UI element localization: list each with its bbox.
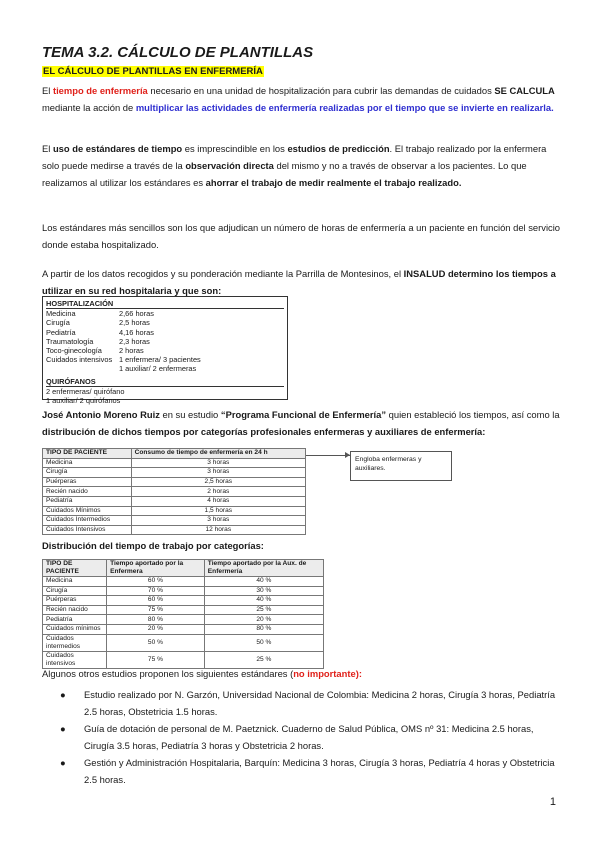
table1-row — [43, 496, 306, 506]
table1-cell: 12 horas — [131, 525, 305, 535]
p6-not-important: no importante — [293, 668, 356, 679]
distribution-title: Distribución del tiempo de trabajo por categorías: — [42, 540, 264, 551]
table2-cell: 75 % — [107, 605, 205, 615]
table2-cell: Recién nacido — [43, 605, 107, 615]
p1-text-a: El — [42, 85, 53, 96]
service-time: 2,66 horas — [119, 309, 154, 319]
p5-study-title: “Programa Funcional de Enfermería” — [220, 409, 387, 420]
table2-row — [43, 634, 324, 651]
hospitalizacion-row — [46, 318, 284, 327]
table1-row — [43, 458, 306, 468]
insalud-times-box — [42, 296, 288, 406]
service-time: 1 auxiliar/ 2 enfermeras — [119, 364, 197, 374]
p1-text-e: mediante la acción de — [42, 102, 136, 113]
table2-cell: 60 % — [107, 596, 205, 606]
table1-cell: 3 horas — [131, 458, 305, 468]
table1-header-row — [43, 449, 306, 459]
list-item-text: Gestión y Administración Hospitalaria, Barquín: Medicina 3 horas, Cirugía 3 horas, Pediatría 4 horas y Obstetricia 2.5 horas. — [84, 757, 555, 785]
table2-cell: Cuidados mínimos — [43, 624, 107, 634]
quirofano-row: 2 enfermeras/ quirófano — [46, 386, 125, 396]
nursing-time-table — [42, 448, 306, 535]
arrow-connector — [306, 455, 350, 456]
table2-cell: 25 % — [204, 605, 323, 615]
p2-text-g: del mismo y no a través de observar a los pacientes. Lo que realizamos al utilizar los estándares es — [42, 160, 527, 188]
table1-cell: Recién nacido — [43, 487, 132, 497]
list-item — [58, 686, 558, 720]
table2-cell: 25 % — [204, 651, 323, 668]
table2-header-cell: TIPO DE PACIENTE — [43, 560, 107, 577]
table2-cell: Medicina — [43, 577, 107, 587]
service-time: 1 enfermera/ 3 pacientes — [119, 355, 201, 365]
p5-author: José Antonio Moreno Ruiz — [42, 409, 160, 420]
hospitalizacion-row — [46, 309, 284, 318]
service-name — [46, 364, 119, 373]
table2-cell: 60 % — [107, 577, 205, 587]
table2-cell: Cirugía — [43, 586, 107, 596]
p5-text-b: en su estudio — [159, 409, 221, 420]
table1-row — [43, 468, 306, 478]
paragraph-3: Los estándares más sencillos son los que adjudican un número de horas de enfermería a un paciente en función del servicio donde estaba hospitalizado. — [42, 222, 561, 250]
service-name: Traumatología — [46, 336, 94, 346]
table2-cell: 50 % — [107, 634, 205, 651]
table2-row — [43, 577, 324, 587]
table2-row — [43, 615, 324, 625]
list-item-text: Estudio realizado por N. Garzón, Universidad Nacional de Colombia: Medicina 2 horas, Cirugía 3 horas, Pediatría 2.5 horas, Obstetricia 1.5 horas. — [84, 689, 556, 717]
service-name: Cirugía — [46, 318, 70, 328]
service-name: Cuidados intensivos — [46, 355, 113, 365]
table2-cell: 20 % — [204, 615, 323, 625]
table1-cell: 2,5 horas — [131, 477, 305, 487]
bullet-icon: ● — [60, 757, 66, 768]
time-distribution-table — [42, 559, 324, 669]
p4-bold: INSALUD determino los tiempos a utilizar en su red hospitalaria y que son: — [42, 268, 556, 296]
table2-row — [43, 596, 324, 606]
table2-cell: Puérperas — [43, 596, 107, 606]
p2-bold-b: uso de estándares de tiempo — [52, 143, 183, 154]
table1-header-cell: Consumo de tiempo de enfermería en 24 h — [131, 449, 305, 459]
paragraph-2 — [42, 140, 562, 191]
p1-bold: SE CALCULA — [494, 85, 555, 96]
table2-header-row — [43, 560, 324, 577]
table1-cell: 3 horas — [131, 468, 305, 478]
p5-text-d: quien estableció los tiempos, así como la — [386, 409, 560, 420]
table2-cell: 75 % — [107, 651, 205, 668]
table1-row — [43, 506, 306, 516]
table1-cell: Cirugía — [43, 468, 132, 478]
p2-text-c: es imprescindible en los — [182, 143, 288, 154]
note-box: Engloba enfermeras y auxiliares. — [350, 451, 452, 481]
table2-cell: 40 % — [204, 596, 323, 606]
table2-cell: 70 % — [107, 586, 205, 596]
paragraph-4 — [42, 265, 562, 299]
p1-text-c: necesario en una unidad de hospitalización para cubrir las demandas de cuidados — [147, 85, 495, 96]
section-subtitle: EL CÁLCULO DE PLANTILLAS EN ENFERMERÍA — [43, 66, 263, 77]
table1-cell: Medicina — [43, 458, 132, 468]
table1-cell: Cuidados Intensivos — [43, 525, 132, 535]
list-item — [58, 720, 558, 754]
table2-cell: Cuidados intermedios — [43, 634, 107, 651]
table2-cell: 50 % — [204, 634, 323, 651]
hospitalizacion-row — [46, 355, 284, 364]
standards-list — [58, 686, 558, 788]
table2-cell: 30 % — [204, 586, 323, 596]
table1-cell: Puérperas — [43, 477, 132, 487]
hospitalizacion-row — [46, 364, 284, 373]
table2-row — [43, 624, 324, 634]
list-item — [58, 754, 558, 788]
table1-cell: 1,5 horas — [131, 506, 305, 516]
service-time: 2 horas — [119, 346, 144, 356]
p6-text-c: ): — [355, 668, 362, 679]
p2-bold-d: estudios de predicción — [287, 143, 390, 154]
hospitalizacion-row — [46, 328, 284, 337]
table2-header-cell: Tiempo aportado por la Aux. de Enfermería — [204, 560, 323, 577]
p2-bold-h: ahorrar el trabajo de medir realmente el trabajo realizado. — [205, 177, 462, 188]
table1-row — [43, 516, 306, 526]
p2-bold-f: observación directa — [185, 160, 274, 171]
quirofanos-rows — [46, 387, 284, 405]
service-time: 4,16 horas — [119, 327, 154, 337]
table2-cell: Cuidados intensivos — [43, 651, 107, 668]
p1-highlight-blue: multiplicar las actividades de enfermería realizadas por el tiempo que se invierte en realizarla. — [135, 102, 554, 113]
service-name: Medicina — [46, 309, 76, 319]
p2-text-e: . El trabajo realizado por la enfermera solo puede medirse a través de la — [42, 143, 547, 171]
p4-text-a: A partir de los datos recogidos y su ponderación mediante la Parrilla de Montesinos, el — [42, 268, 404, 279]
table1-row — [43, 477, 306, 487]
p2-text-a: El — [42, 143, 53, 154]
table2-row — [43, 586, 324, 596]
page-title: TEMA 3.2. CÁLCULO DE PLANTILLAS — [42, 44, 314, 61]
service-time: 2,3 horas — [119, 336, 150, 346]
table2-cell: Pediatría — [43, 615, 107, 625]
paragraph-5 — [42, 406, 562, 440]
paragraph-6 — [42, 665, 562, 682]
hospitalizacion-header: HOSPITALIZACIÓN — [46, 299, 284, 309]
quirofano-row: 1 auxiliar/ 2 quirófanos — [46, 396, 121, 406]
table1-cell: Cuidados Intermedios — [43, 516, 132, 526]
p5-bold-e: distribución de dichos tiempos por categorías profesionales enfermeras y auxiliares de enfermería: — [42, 426, 486, 437]
paragraph-1 — [42, 82, 562, 116]
service-name: Pediatría — [46, 327, 76, 337]
table1-cell: Pediatría — [43, 496, 132, 506]
table2-header-cell: Tiempo aportado por la Enfermera — [107, 560, 205, 577]
table2-cell: 40 % — [204, 577, 323, 587]
bullet-icon: ● — [60, 723, 66, 734]
table2-cell: 80 % — [107, 615, 205, 625]
hospitalizacion-rows — [46, 309, 284, 373]
table1-cell: 3 horas — [131, 516, 305, 526]
p1-highlight-red: tiempo de enfermería — [52, 85, 148, 96]
list-item-text: Guía de dotación de personal de M. Paetznick. Cuaderno de Salud Pública, OMS nº 31: Medicina 2.5 horas, Cirugía 3.5 horas, Pediatría 3 horas y Obstetricia 2 horas. — [84, 723, 534, 751]
table1-cell: 4 horas — [131, 496, 305, 506]
service-time: 2,5 horas — [119, 318, 150, 328]
table1-row — [43, 487, 306, 497]
service-name: Toco-ginecología — [46, 346, 102, 356]
table1-header-cell: TIPO DE PACIENTE — [43, 449, 132, 459]
table1-row — [43, 525, 306, 535]
hospitalizacion-row — [46, 346, 284, 355]
table2-cell: 20 % — [107, 624, 205, 634]
table2-cell: 80 % — [204, 624, 323, 634]
page-number: 1 — [549, 796, 556, 808]
quirofanos-header: QUIRÓFANOS — [46, 377, 284, 387]
p6-text-a: Algunos otros estudios proponen los siguientes estándares ( — [42, 668, 294, 679]
table1-cell: Cuidados Mínimos — [43, 506, 132, 516]
table2-row — [43, 605, 324, 615]
table1-cell: 2 horas — [131, 487, 305, 497]
hospitalizacion-row — [46, 337, 284, 346]
bullet-icon: ● — [60, 689, 66, 700]
